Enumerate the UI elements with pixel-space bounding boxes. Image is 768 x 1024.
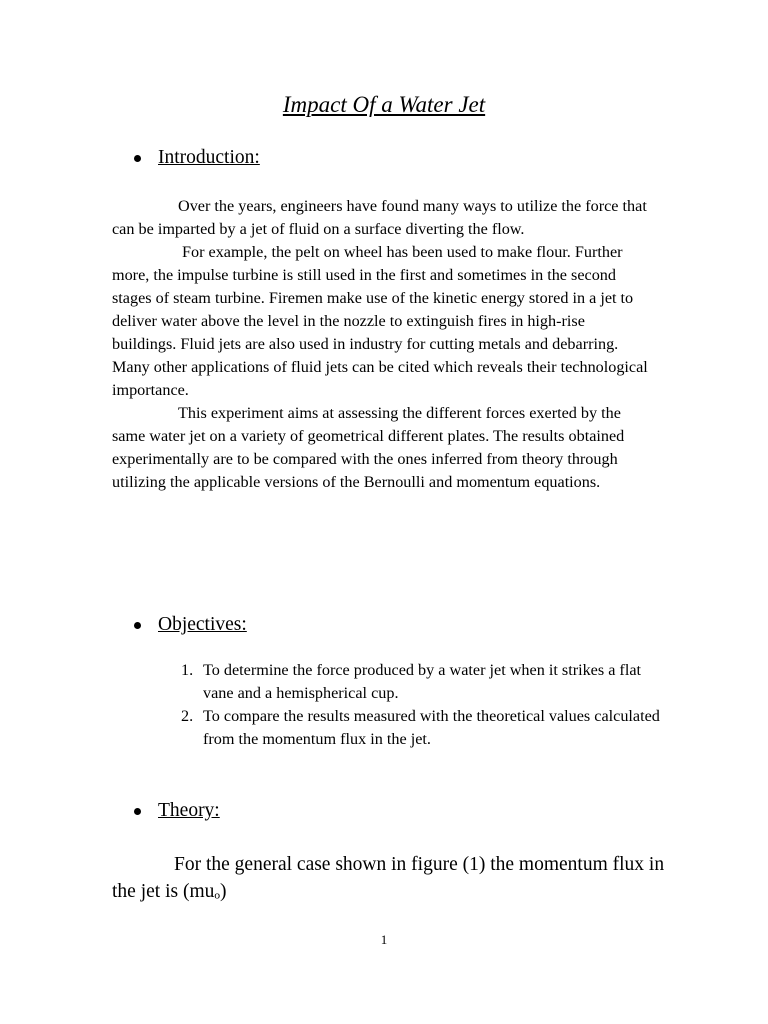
objectives-heading-label: Objectives: — [158, 614, 247, 635]
list-item-number: 1. — [181, 661, 194, 679]
objectives-heading — [134, 614, 247, 636]
introduction-paragraph-1: Over the years, engineers have found many ways to utilize the force that can be imparted by a jet of fluid on a surface diverting the flow. — [112, 197, 647, 238]
objectives-list — [181, 659, 661, 751]
bullet-icon — [134, 155, 141, 162]
theory-body — [112, 851, 672, 905]
theory-heading-label: Theory: — [158, 800, 220, 821]
theory-paragraph: For the general case shown in figure (1) the momentum flux in the jet is (muₒ) — [112, 854, 665, 902]
introduction-paragraph-3: This experiment aims at assessing the different forces exerted by the same water jet on a variety of geometrical different plates. The results obtained experimentally are to be compared with the ones inferred from theory through utilizing the applicable versions of the Bernoulli and momentum equations. — [112, 404, 625, 491]
introduction-heading-label: Introduction: — [158, 147, 260, 168]
introduction-heading — [134, 147, 260, 169]
introduction-body — [112, 195, 652, 494]
list-item — [181, 659, 661, 705]
bullet-icon — [134, 808, 141, 815]
document-title: Impact Of a Water Jet — [282, 92, 486, 117]
list-item-text: To determine the force produced by a water jet when it strikes a flat vane and a hemispherical cup. — [203, 661, 642, 702]
introduction-paragraph-2: For example, the pelt on wheel has been used to make flour. Further more, the impulse turbine is still used in the first and sometimes in the second stages of steam turbine. Firemen make use of the kinetic energy stored in a jet to deliver water above the level in the nozzle to extinguish fires in high-rise buildings. Fluid jets are also used in industry for cutting metals and debarring. Many other applications of fluid jets can be cited which reveals their technological importance. — [112, 243, 648, 399]
theory-heading — [134, 800, 220, 822]
page-number: 1 — [380, 932, 388, 947]
list-item-number: 2. — [181, 707, 194, 725]
bullet-icon — [134, 622, 141, 629]
list-item — [181, 705, 661, 751]
list-item-text: To compare the results measured with the theoretical values calculated from the momentum flux in the jet. — [203, 707, 660, 748]
